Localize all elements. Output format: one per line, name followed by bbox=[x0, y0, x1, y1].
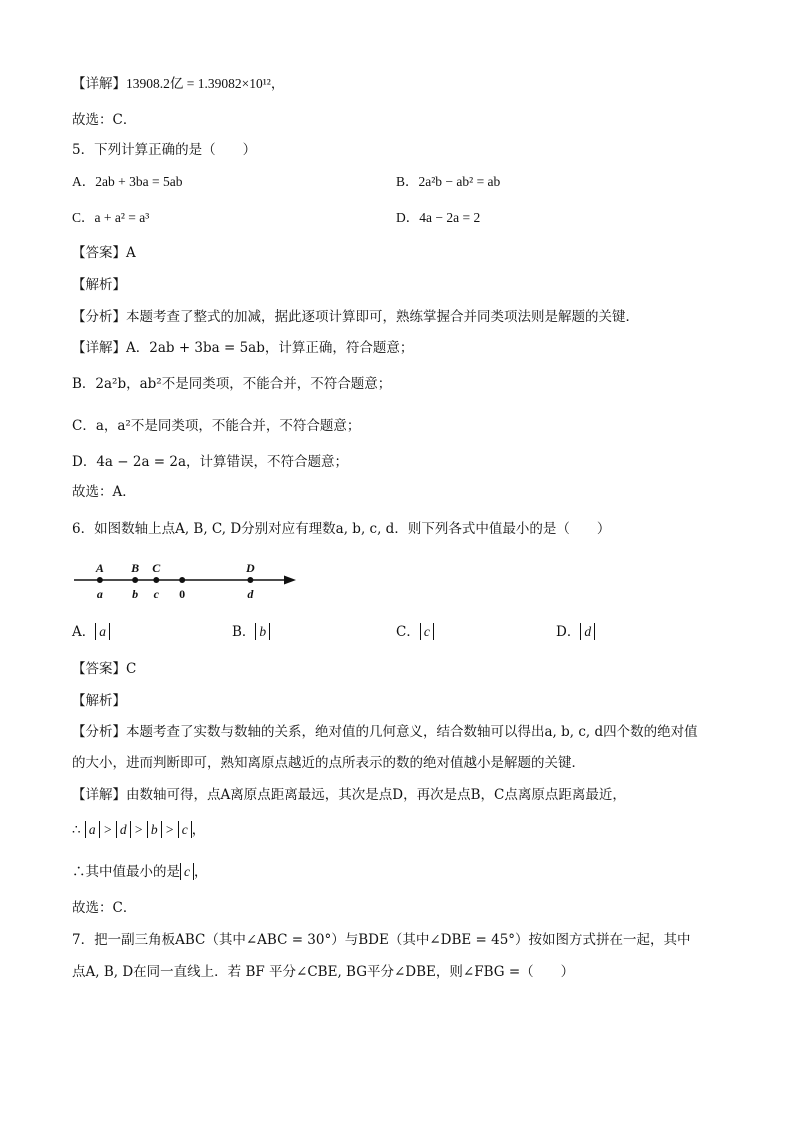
number-line-figure bbox=[70, 558, 310, 608]
q6-analysis-title: 【解析】 bbox=[72, 693, 126, 709]
abs-d: d bbox=[580, 623, 595, 640]
q6-detail: 【详解】由数轴可得，点A离原点距离最远，其次是点D，再次是点B，C点离原点距离最近， bbox=[72, 787, 626, 803]
q5-detail-d: D．4a − 2a = 2a，计算错误，不符合题意； bbox=[72, 454, 349, 470]
point-a-dot bbox=[97, 577, 103, 583]
detail-text: 13908.2亿 = 1.39082×10¹²， bbox=[126, 76, 285, 91]
q6-analysis-line2: 的大小，进而判断即可，熟知离原点越近的点所表示的数的绝对值越小是解题的关键． bbox=[72, 755, 585, 771]
origin-dot bbox=[179, 577, 185, 583]
q6-stem: 6．如图数轴上点A, B, C, D分别对应有理数a, b, c, d．则下列各式中值最小的是（ ） bbox=[72, 521, 611, 537]
q5-analysis: 【分析】本题考查了整式的加减，据此逐项计算即可，熟练掌握合并同类项法则是解题的关键． bbox=[72, 309, 639, 325]
q5-detail-b: B．2a²b，ab²不是同类项，不能合并，不符合题意； bbox=[72, 376, 392, 392]
q7-stem-line2: 点A, B, D在同一直线上．若 BF 平分∠CBE, BG平分∠DBE，则∠FBG =（ ） bbox=[72, 964, 575, 980]
q6-option-b: B． b bbox=[232, 622, 270, 642]
q5-detail-a: 【详解】A．2ab + 3ba = 5ab，计算正确，符合题意； bbox=[72, 340, 414, 356]
q5-answer: 【答案】A bbox=[72, 245, 136, 261]
abs-c: c bbox=[420, 623, 434, 640]
abs-b: b bbox=[255, 623, 270, 640]
q5-analysis-title: 【解析】 bbox=[72, 277, 126, 293]
prev-detail-line bbox=[72, 74, 284, 94]
point-d-label: D bbox=[246, 561, 255, 575]
point-c-value-label: c bbox=[153, 587, 159, 601]
q5-detail-c: C．a，a²不是同类项，不能合并，不符合题意； bbox=[72, 418, 361, 434]
point-a-value-label: a bbox=[96, 587, 103, 601]
q5-option-a: A．2ab + 3ba = 5ab bbox=[72, 174, 183, 189]
point-a-label: A bbox=[95, 561, 104, 575]
q6-choose: 故选：C． bbox=[72, 900, 137, 916]
q6-min-statement: ∴其中值最小的是 c ， bbox=[72, 864, 208, 880]
q6-option-a: A． a bbox=[72, 622, 110, 642]
q6-inequality: ∴ a > d > b > c ， bbox=[72, 822, 206, 838]
point-c-dot bbox=[153, 577, 159, 583]
q6-analysis-line1: 【分析】本题考查了实数与数轴的关系，绝对值的几何意义，结合数轴可以得出a, b, c, d四个数的绝对值 bbox=[72, 724, 698, 740]
origin-label: 0 bbox=[179, 587, 186, 601]
q6-option-d: D． d bbox=[556, 622, 595, 642]
point-c-label: C bbox=[152, 561, 161, 575]
point-b-dot bbox=[132, 577, 138, 583]
q5-stem: 5．下列计算正确的是（ ） bbox=[72, 142, 257, 158]
q5-choose: 故选：A． bbox=[72, 484, 136, 500]
point-b-label: B bbox=[131, 561, 140, 575]
q7-stem-line1: 7．把一副三角板ABC（其中∠ABC = 30°）与BDE（其中∠DBE = 45°）按如图方式拼在一起，其中 bbox=[72, 932, 691, 948]
detail-heading: 【详解】 bbox=[72, 76, 126, 92]
prev-choose: 故选：C． bbox=[72, 112, 137, 128]
point-b-value-label: b bbox=[132, 587, 139, 601]
q5-option-c: C．a + a² = a³ bbox=[72, 210, 150, 225]
q5-option-b: B．2a²b − ab² = ab bbox=[396, 174, 501, 189]
arrow-head-icon bbox=[284, 576, 296, 585]
abs-a: a bbox=[95, 623, 110, 640]
q6-option-c: C． c bbox=[396, 622, 434, 642]
q6-answer: 【答案】C bbox=[72, 661, 137, 677]
point-d-dot bbox=[247, 577, 253, 583]
point-d-value-label: d bbox=[247, 587, 254, 601]
q5-option-d: D．4a − 2a = 2 bbox=[396, 210, 481, 225]
